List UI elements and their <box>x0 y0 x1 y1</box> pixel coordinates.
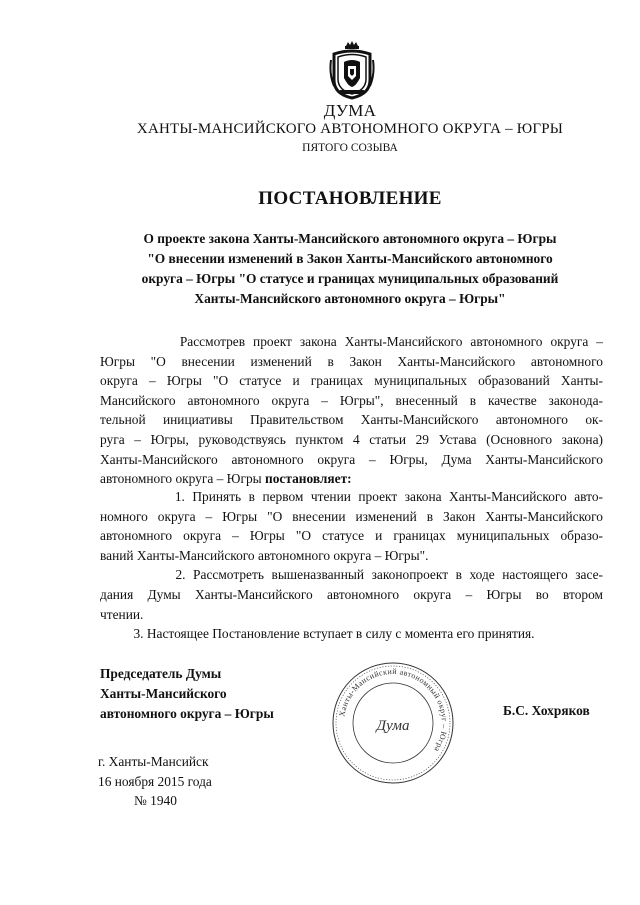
item-line: 1. Принять в первом чтении проект закона Ханты-Мансийского авто- <box>100 489 603 504</box>
preamble-line <box>100 469 603 489</box>
document-subject <box>100 229 600 309</box>
subject-line: округа – Югры "О статусе и границах муниципальных образований <box>141 271 559 286</box>
subject-line: Ханты-Мансийского автономного округа – Югры" <box>194 291 506 306</box>
stamp-center-text: Дума <box>376 718 410 734</box>
preamble-line: Югры "О внесении изменений в Закон Ханты-Мансийского автономного <box>100 353 603 369</box>
preamble-line: Рассмотрев проект закона Ханты-Мансийского автономного округа – <box>100 334 603 349</box>
signatory-position <box>100 664 274 723</box>
position-line: Председатель Думы <box>100 666 222 681</box>
preamble-line: руга – Югры, руководствуясь пунктом 4 статьи 29 Устава (Основного закона) <box>100 431 603 447</box>
subject-line: "О внесении изменений в Закон Ханты-Мансийского автономного <box>147 251 553 266</box>
preamble-line: Ханты-Мансийского автономного округа – Югры, Дума Ханты-Мансийского <box>100 451 603 467</box>
okrug-name: ХАНТЫ-МАНСИЙСКОГО АВТОНОМНОГО ОКРУГА – ЮГРЫ <box>136 121 564 137</box>
item-line: чтении. <box>100 606 144 622</box>
place-and-date <box>98 752 212 811</box>
item-line: 3. Настоящее Постановление вступает в силу с момента его принятия. <box>100 626 535 642</box>
position-line: автономного округа – Югры <box>100 705 274 721</box>
city: г. Ханты-Мансийск <box>98 754 209 769</box>
convocation: ПЯТОГО СОЗЫВА <box>302 142 398 154</box>
coat-of-arms-icon <box>328 40 376 100</box>
preamble-last-text: автономного округа – Югры <box>100 471 265 487</box>
org-name: ДУМА <box>323 101 377 120</box>
item-line: дания Думы Ханты-Мансийского автономного округа – Югры во втором <box>100 586 603 602</box>
stamp-ring-text: Ханты-Мансийский автономный округ – Югра <box>337 666 450 754</box>
subject-line: О проекте закона Ханты-Мансийского автономного округа – Югры <box>143 231 557 246</box>
item-line: автономного округа – Югры "О статусе и границах муниципальных образо- <box>100 528 603 544</box>
signatory-name: Б.С. Хохряков <box>503 703 590 718</box>
preamble-line: тельной инициативы Правительством Ханты-Мансийского автономного ок- <box>100 412 603 428</box>
preamble-line: округа – Югры "О статусе и границах муниципальных образований Ханты- <box>100 373 603 389</box>
item-line: номного округа – Югры "О внесении изменений в Закон Ханты-Мансийского <box>100 508 603 524</box>
document-title: ПОСТАНОВЛЕНИЕ <box>258 188 442 209</box>
document-number: № 1940 <box>134 793 177 809</box>
preamble-paragraph <box>100 332 603 489</box>
date: 16 ноября 2015 года <box>98 773 212 789</box>
svg-text:Ханты-Мансийский автономный ок <box>337 667 449 754</box>
resolves-word: постановляет: <box>264 471 352 487</box>
official-stamp <box>330 660 456 786</box>
position-line: Ханты-Мансийского <box>100 685 227 701</box>
preamble-line: Мансийского автономного округа – Югры", внесенный в качестве законода- <box>100 392 603 408</box>
item-line: 2. Рассмотреть вышеназванный законопроект в ходе настоящего засе- <box>100 567 603 583</box>
resolution-items <box>100 487 603 644</box>
item-line: ваний Ханты-Мансийского автономного округа – Югры". <box>100 547 429 563</box>
